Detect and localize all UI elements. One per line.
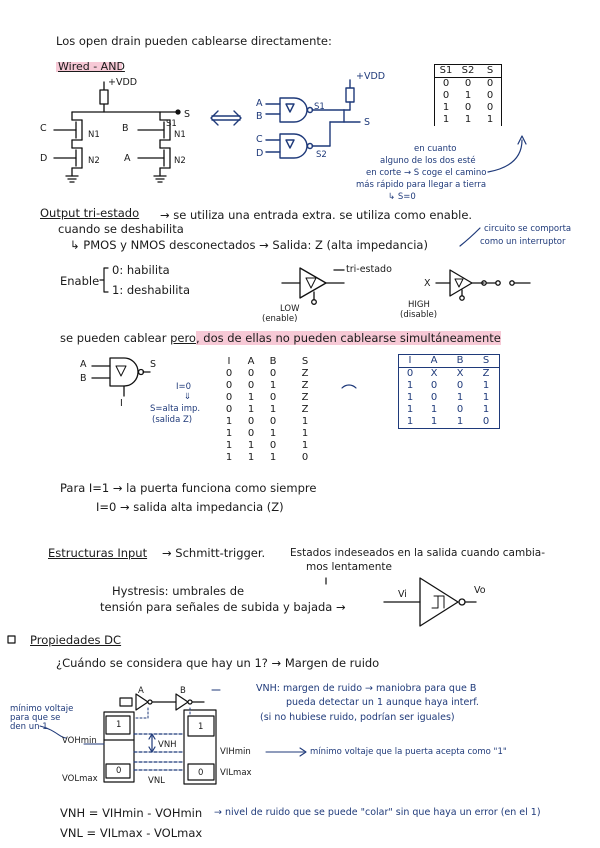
gate-b-label: B xyxy=(180,686,186,696)
wired-note-1: en cuanto xyxy=(414,144,457,154)
wired-and-gates xyxy=(266,80,360,158)
cell: 0 xyxy=(464,78,472,89)
cell: 0 xyxy=(486,78,494,89)
th: A xyxy=(421,355,447,368)
cell: 0 xyxy=(442,78,450,89)
cell: 1 xyxy=(225,428,233,439)
i-zero-note-2: ⇓ xyxy=(184,392,192,402)
cell: 1 xyxy=(406,416,414,427)
cell: 1 xyxy=(482,404,490,415)
th: B xyxy=(447,355,473,368)
left-note-1: mínimo voltaje xyxy=(10,704,74,714)
cell: 1 xyxy=(247,404,255,415)
vol-label: VOLmax xyxy=(62,774,98,784)
zero-right: 0 xyxy=(198,768,204,778)
cell: 1 xyxy=(430,416,438,427)
cell: 0 xyxy=(486,90,494,101)
nand-input-i: I xyxy=(120,398,123,409)
th: A xyxy=(247,356,255,367)
cablear-pre: se pueden cablear xyxy=(60,331,171,345)
s1-label: S1 xyxy=(314,102,325,112)
cell: 0 xyxy=(442,90,450,101)
dc-question: ¿Cuándo se considera que hay un 1? → Margen de ruido xyxy=(56,656,380,670)
eq-vnl: VNL = VILmax - VOLmax xyxy=(60,826,203,840)
one-right: 1 xyxy=(198,722,204,732)
wired-and-circuit xyxy=(54,82,180,182)
cell: 1 xyxy=(247,452,255,463)
s2-label: S2 xyxy=(316,150,327,160)
eq-vnh-note: → nivel de ruido que se puede "colar" sin que haya un error (en el 1) xyxy=(214,807,541,818)
tristate-truth-table xyxy=(218,356,326,464)
left-note-2: para que se xyxy=(10,713,61,723)
low-label: LOW xyxy=(280,304,300,314)
th: S xyxy=(473,355,500,368)
th: I xyxy=(227,356,231,367)
cell: 0 xyxy=(247,368,255,379)
i-zero-note-1: I=0 xyxy=(176,382,192,392)
cell: 1 xyxy=(269,404,277,415)
input-b: B xyxy=(122,123,129,134)
vdd-label-right: +VDD xyxy=(356,71,386,82)
cell: 0 xyxy=(225,392,233,403)
cell: 1 xyxy=(225,452,233,463)
voh-label: VOHmin xyxy=(62,736,97,746)
cell: Z xyxy=(301,368,309,379)
s-label-left: S xyxy=(184,109,191,120)
wired-note-3: en corte → S coge el camino xyxy=(366,168,487,178)
cell: X xyxy=(430,368,438,379)
cell: X xyxy=(456,368,464,379)
wired-and-title: Wired - AND xyxy=(58,60,125,73)
vih-note: mínimo voltaje que la puerta acepta como "1" xyxy=(310,747,507,757)
wired-note-4: más rápido para llegar a tierra xyxy=(356,180,487,190)
schmitt-label: Estructuras Input xyxy=(48,546,148,560)
cell: 0 xyxy=(269,392,277,403)
cell: 0 xyxy=(247,428,255,439)
input-d: D xyxy=(40,153,48,164)
vdd-label-left: +VDD xyxy=(108,77,138,88)
th: B xyxy=(269,356,277,367)
tristate-nand-gate xyxy=(92,358,150,396)
dc-title: Propiedades DC xyxy=(30,633,122,647)
cell: 1 xyxy=(225,416,233,427)
cell: 1 xyxy=(442,114,450,125)
schmitt-desc-2: mos lentamente xyxy=(306,561,392,573)
vo-label: Vo xyxy=(474,585,486,596)
enable-label: Enable xyxy=(60,274,100,288)
cell: 0 xyxy=(269,368,277,379)
vih-label: VIHmin xyxy=(220,747,251,757)
cell: 1 xyxy=(406,392,414,403)
cell: Z xyxy=(482,368,490,379)
cell: 0 xyxy=(430,380,438,391)
dc-checkbox xyxy=(8,636,15,643)
high-label: HIGH xyxy=(408,300,430,310)
cell: 1 xyxy=(269,380,277,391)
cell: 1 xyxy=(456,416,464,427)
cell: 0 xyxy=(269,440,277,451)
cell: 1 xyxy=(247,392,255,403)
tristate-line1: → se utiliza una entrada extra. se utiliza como enable. xyxy=(160,208,473,222)
cell: 0 xyxy=(456,404,464,415)
cell: 1 xyxy=(301,440,309,451)
th: I xyxy=(399,355,422,368)
cablear-pero: pero xyxy=(170,331,196,345)
cell: 1 xyxy=(225,440,233,451)
tristate-title: Output tri-estado xyxy=(40,206,140,220)
schmitt-trigger-gate xyxy=(384,578,476,626)
tristate-compact-table xyxy=(398,354,500,429)
cell: 1 xyxy=(247,440,255,451)
th: S xyxy=(301,356,309,367)
s-output-label: S xyxy=(364,117,371,128)
gate-input-c: C xyxy=(256,134,263,145)
gate-a-label: A xyxy=(138,686,144,696)
vil-label: VILmax xyxy=(220,768,252,778)
th-s: S xyxy=(486,65,494,76)
nand-input-a: A xyxy=(80,359,87,370)
cell: 1 xyxy=(456,392,464,403)
gate-input-b: B xyxy=(256,111,263,122)
vi-label: Vi xyxy=(398,589,407,600)
transistor-n2-right: N2 xyxy=(174,156,186,166)
tristate-note-1: circuito se comporta xyxy=(484,224,572,234)
cell: 1 xyxy=(442,102,450,113)
cell: Z xyxy=(301,392,309,403)
i-zero-note-4: (salida Z) xyxy=(152,415,193,425)
x-label: X xyxy=(424,278,431,289)
cell: 1 xyxy=(406,404,414,415)
nand-output-s: S xyxy=(150,359,157,370)
transistor-n2-left: N2 xyxy=(88,156,100,166)
cell: 0 xyxy=(225,380,233,391)
cell: 0 xyxy=(430,392,438,403)
para-i0: I=0 → salida alta impedancia (Z) xyxy=(96,500,284,514)
eq-vnh: VNH = VIHmin - VOHmin xyxy=(60,806,203,820)
cell: 0 xyxy=(301,452,309,463)
intro-text: Los open drain pueden cablearse directamente: xyxy=(56,34,332,48)
tristate-line2: cuando se deshabilita xyxy=(58,222,184,236)
cell: 0 xyxy=(406,368,414,379)
input-c: C xyxy=(40,123,47,134)
hysteresis-2: tensión para señales de subida y bajada → xyxy=(100,600,346,614)
cell: 0 xyxy=(486,102,494,113)
cablear-highlight: , dos de ellas no pueden cablearse simultáneamente xyxy=(195,331,501,345)
i-zero-note-3: S=alta imp. xyxy=(150,404,201,414)
th-s1: S1 xyxy=(439,65,453,76)
cell: 0 xyxy=(247,416,255,427)
tristate-note-2: como un interruptor xyxy=(480,237,566,247)
cell: 1 xyxy=(269,428,277,439)
cell: 1 xyxy=(464,114,472,125)
nand-input-b: B xyxy=(80,373,87,384)
th-s2: S2 xyxy=(461,65,475,76)
cell: 1 xyxy=(301,428,309,439)
transistor-n1-left: N1 xyxy=(88,130,100,140)
cell: 0 xyxy=(269,416,277,427)
cell: 1 xyxy=(464,90,472,101)
cell: 0 xyxy=(482,416,490,427)
gate-input-a: A xyxy=(256,98,263,109)
wired-note-5: ↳ S=0 xyxy=(388,192,416,202)
hysteresis-1: Hystresis: umbrales de xyxy=(112,584,245,598)
cell: 1 xyxy=(482,392,490,403)
vnh-desc-3: (si no hubiese ruido, podrían ser iguales) xyxy=(260,712,455,723)
enable-opt-0: 0: habilita xyxy=(112,263,170,277)
schmitt-desc-1: Estados indeseados en la salida cuando cambia- xyxy=(290,547,546,559)
tristate-gate-high xyxy=(436,270,530,300)
vnh-desc-2: pueda detectar un 1 aunque haya interf. xyxy=(286,697,479,708)
enable-opt-1: 1: deshabilita xyxy=(112,283,190,297)
cell: 1 xyxy=(269,452,277,463)
input-a: A xyxy=(124,153,131,164)
wired-and-truth-table xyxy=(434,64,502,126)
zero-left: 0 xyxy=(116,766,122,776)
cell: 0 xyxy=(225,368,233,379)
equivalence-arrow xyxy=(211,111,241,125)
cell: 1 xyxy=(486,114,494,125)
cell: Z xyxy=(301,380,309,391)
vnh-desc-1: VNH: margen de ruido → maniobra para que B xyxy=(256,683,477,694)
tristate-gate-label: tri-estado xyxy=(346,264,392,275)
one-left: 1 xyxy=(116,720,122,730)
vnl-label: VNL xyxy=(148,776,165,786)
high-sub: (disable) xyxy=(400,310,438,320)
vnh-label: VNH xyxy=(158,740,177,750)
tristate-gate-low xyxy=(282,268,344,304)
transistor-n1-right: N1 xyxy=(174,130,186,140)
gate-input-d: D xyxy=(256,148,264,159)
cell: 1 xyxy=(406,380,414,391)
cell: 1 xyxy=(430,404,438,415)
cell: 0 xyxy=(225,404,233,415)
para-i1: Para I=1 → la puerta funciona como siempre xyxy=(60,481,317,495)
cell: 0 xyxy=(464,102,472,113)
cell: 0 xyxy=(247,380,255,391)
schmitt-trigger: → Schmitt-trigger. xyxy=(162,546,266,560)
cell: 1 xyxy=(482,380,490,391)
cell: 1 xyxy=(301,416,309,427)
cell: Z xyxy=(301,404,309,415)
s1-label-left: S1 xyxy=(166,119,177,129)
low-sub: (enable) xyxy=(262,314,298,324)
tristate-line3: ↳ PMOS y NMOS desconectados → Salida: Z (alta impedancia) xyxy=(70,238,428,252)
cell: 0 xyxy=(456,380,464,391)
wired-note-2: alguno de los dos esté xyxy=(380,156,476,166)
cablear-line xyxy=(60,331,501,345)
left-note-3: den un 1 xyxy=(10,722,48,732)
